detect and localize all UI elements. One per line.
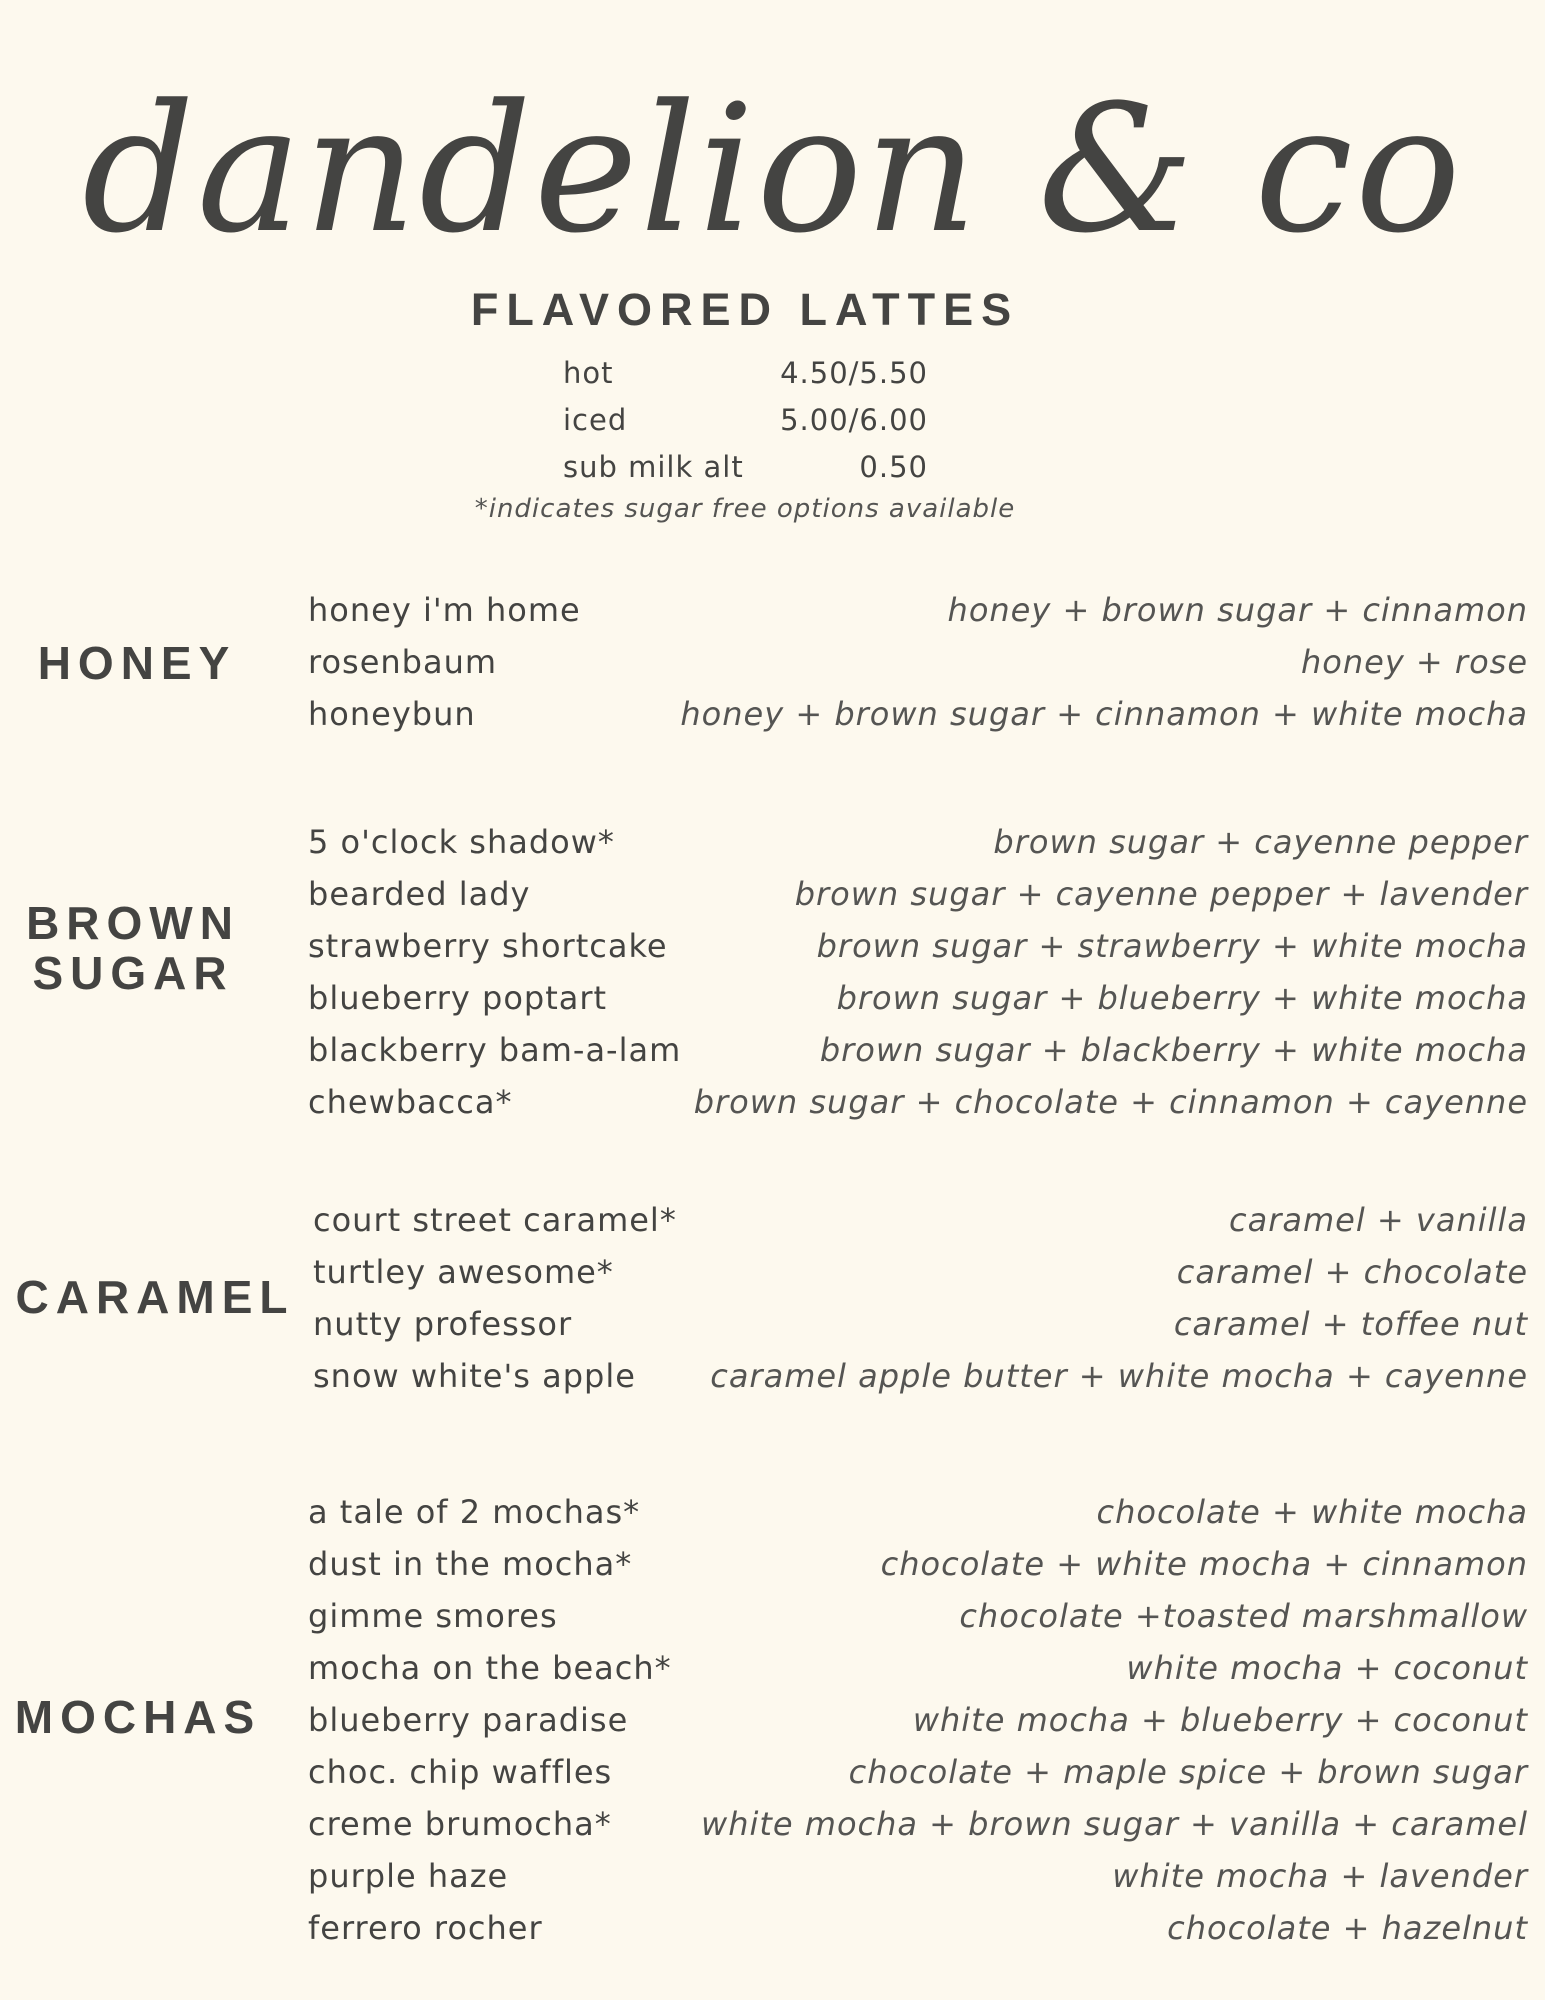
item-name: creme brumocha* [308,1805,612,1843]
menu-item [308,1906,1528,1958]
sugar-free-note: *indicates sugar free options available [474,494,1016,524]
menu-item [308,976,1528,1028]
item-description: chocolate + maple spice + brown sugar [848,1753,1528,1791]
item-name: strawberry shortcake [308,927,668,965]
menu-title: FLAVORED LATTES [470,284,1020,335]
menu-item [313,1198,1528,1250]
item-description: caramel + chocolate [1176,1253,1528,1291]
price-table [563,350,928,491]
item-name: nutty professor [313,1305,573,1343]
item-description: honey + brown sugar + cinnamon [947,591,1528,629]
menu-item [308,1750,1528,1802]
price-row-iced [563,397,928,444]
section-label-caramel: CARAMEL [15,1271,295,1323]
item-description: white mocha + blueberry + coconut [912,1701,1528,1739]
price-value: 5.00/6.00 [780,403,928,437]
price-value: 0.50 [859,450,928,484]
item-name: ferrero rocher [308,1909,543,1947]
item-description: white mocha + lavender [1112,1857,1528,1895]
section-label-honey: HONEY [37,637,237,689]
item-name: 5 o'clock shadow* [308,823,615,861]
price-label: sub milk alt [563,450,744,484]
price-row-milk-alt [563,444,928,491]
price-row-hot [563,350,928,397]
item-name: a tale of 2 mochas* [308,1493,641,1531]
menu-item [313,1354,1528,1406]
menu-item [308,588,1528,640]
price-value: 4.50/5.50 [780,356,928,390]
item-description: chocolate +toasted marshmallow [959,1597,1528,1635]
menu-item [308,820,1528,872]
item-name: dust in the mocha* [308,1545,633,1583]
menu-item [308,1028,1528,1080]
menu-item [308,1490,1528,1542]
section-label-mochas: MOCHAS [14,1691,262,1743]
item-description: white mocha + brown sugar + vanilla + caramel [701,1805,1528,1843]
menu-item [308,1594,1528,1646]
item-description: brown sugar + strawberry + white mocha [816,927,1528,965]
item-description: chocolate + hazelnut [1167,1909,1528,1947]
item-name: rosenbaum [308,643,498,681]
item-name: bearded lady [308,875,531,913]
menu-item [308,1698,1528,1750]
item-description: brown sugar + cayenne pepper [993,823,1528,861]
item-description: brown sugar + cayenne pepper + lavender [794,875,1528,913]
item-name: court street caramel* [313,1201,677,1239]
menu-item [308,924,1528,976]
item-description: caramel + toffee nut [1173,1305,1528,1343]
menu-item [308,640,1528,692]
price-label: iced [563,403,628,437]
item-name: honey i'm home [308,591,581,629]
item-description: chocolate + white mocha + cinnamon [880,1545,1528,1583]
item-name: snow white's apple [313,1357,636,1395]
item-description: honey + brown sugar + cinnamon + white mocha [680,695,1528,733]
item-description: brown sugar + blackberry + white mocha [819,1031,1528,1069]
item-name: honeybun [308,695,476,733]
item-description: chocolate + white mocha [1096,1493,1528,1531]
item-description: white mocha + coconut [1126,1649,1528,1687]
item-name: turtley awesome* [313,1253,614,1291]
item-name: blueberry poptart [308,979,608,1017]
item-name: chewbacca* [308,1083,513,1121]
item-description: caramel apple butter + white mocha + cayenne [710,1357,1528,1395]
menu-item [313,1302,1528,1354]
item-name: purple haze [308,1857,509,1895]
item-name: gimme smores [308,1597,558,1635]
item-name: choc. chip waffles [308,1753,613,1791]
menu-item [308,872,1528,924]
section-label-brown-sugar: BROWN SUGAR [26,897,240,999]
menu-item [308,1854,1528,1906]
menu-item [308,692,1528,744]
menu-item [313,1250,1528,1302]
item-description: brown sugar + blueberry + white mocha [836,979,1528,1017]
menu-item [308,1542,1528,1594]
item-description: honey + rose [1300,643,1528,681]
item-description: brown sugar + chocolate + cinnamon + cayenne [693,1083,1528,1121]
item-name: mocha on the beach* [308,1649,672,1687]
menu-item [308,1080,1528,1132]
price-label: hot [563,356,614,390]
menu-item [308,1802,1528,1854]
item-description: caramel + vanilla [1229,1201,1528,1239]
item-name: blueberry paradise [308,1701,629,1739]
item-name: blackberry bam-a-lam [308,1031,682,1069]
menu-item [308,1646,1528,1698]
brand-logo: dandelion & co [82,67,1463,272]
